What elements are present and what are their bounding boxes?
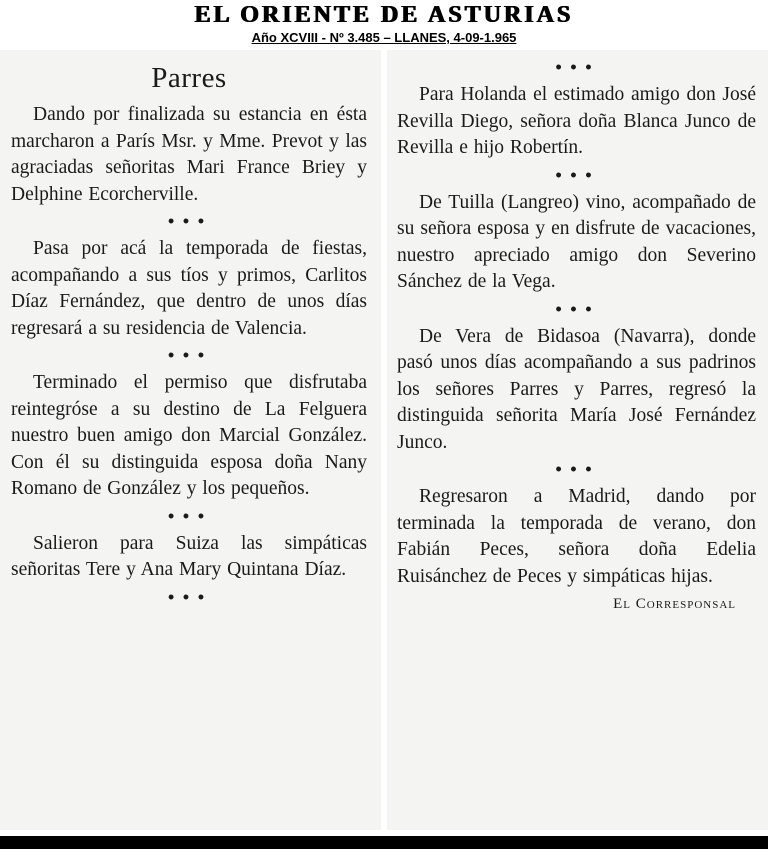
separator: ••• — [554, 462, 599, 478]
paragraph: Pasa por acá la temporada de fiestas, acompañando a sus tíos y primos, Carlitos Díaz Fernández, que dentro de unos días regresará a su residencia de Valencia. — [11, 238, 367, 339]
paragraph: Para Holanda el estimado amigo don José Revilla Diego, señora doña Blanca Junco de Revilla e hijo Robertín. — [397, 84, 756, 158]
paragraph: De Tuilla (Langreo) vino, acompañado de su señora esposa y en disfrute de vacaciones, nuestro apreciado amigo don Severino Sánchez de la Vega. — [397, 191, 756, 292]
separator: ••• — [554, 167, 599, 184]
paragraph: Salieron para Suiza las simpáticas señoritas Tere y Ana Mary Quintana Díaz. — [11, 532, 367, 580]
masthead: EL ORIENTE DE ASTURIAS — [194, 2, 574, 28]
newspaper-clipping — [0, 50, 768, 830]
separator: ••• — [166, 589, 212, 606]
paragraph: Terminado el permiso que disfrutaba reintegróse a su destino de La Felguera nuestro buen amigo don Marcial González. Con él su distinguida esposa doña Nany Romano de González y los pequeños. — [11, 372, 367, 499]
separator: ••• — [554, 60, 599, 76]
right-column — [387, 50, 768, 830]
separator: ••• — [166, 348, 212, 364]
paragraph: De Vera de Bidasoa (Navarra), donde pasó unos días acompañando a sus padrinos los señores Parres y Parres, regresó la distinguida señorita María José Fernández Junco. — [397, 325, 756, 453]
bottom-rule — [0, 836, 768, 849]
separator: ••• — [166, 214, 212, 230]
section-title: Parres — [151, 62, 227, 94]
separator: ••• — [554, 301, 599, 318]
issue-line: Año XCVIII - Nº 3.485 – LLANES, 4-09-1.965 — [251, 30, 517, 45]
left-column — [0, 50, 381, 830]
signature: El Corresponsal — [613, 596, 736, 612]
separator: ••• — [166, 508, 212, 525]
paragraph: Dando por finalizada su estancia en ésta marcharon a París Msr. y Mme. Prevot y las agraciadas señoritas Mari France Briey y Delphine Ecorcherville. — [11, 104, 367, 205]
paragraph: Regresaron a Madrid, dando por terminada la temporada de verano, don Fabián Peces, señora doña Edelia Ruisánchez de Peces y simpáticas hijas. — [397, 486, 756, 587]
